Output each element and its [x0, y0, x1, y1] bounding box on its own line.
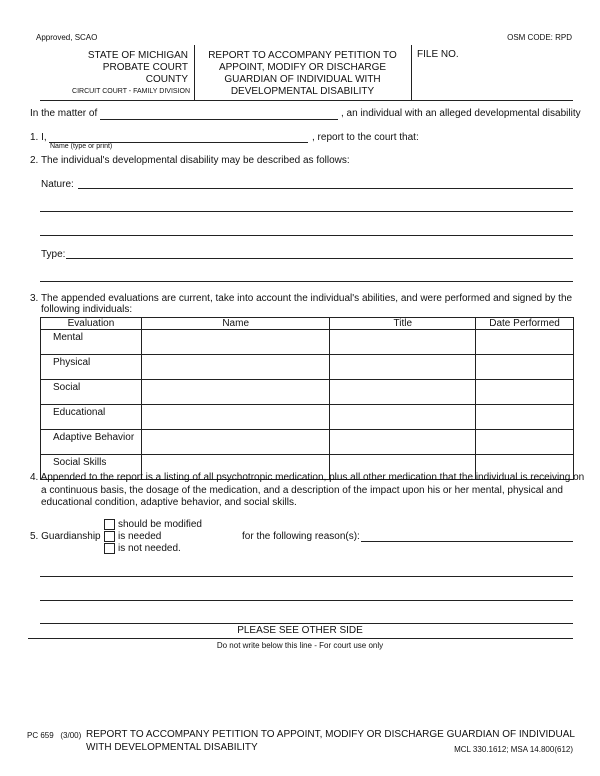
- matter-name-field[interactable]: [100, 119, 338, 120]
- name-caption: Name (type or print): [50, 143, 113, 150]
- checkbox-should-be-modified[interactable]: [104, 519, 115, 530]
- date-cell[interactable]: [476, 380, 574, 405]
- eval-label: Mental: [41, 330, 142, 355]
- date-cell[interactable]: [476, 355, 574, 380]
- see-other-side: PLEASE SEE OTHER SIDE: [237, 625, 363, 636]
- title-cell[interactable]: [330, 330, 476, 355]
- table-row: [41, 355, 574, 380]
- table-row: [41, 430, 574, 455]
- name-cell[interactable]: [141, 430, 330, 455]
- file-no-label: FILE NO.: [417, 49, 459, 60]
- court-use-note: Do not write below this line - For court use only: [216, 641, 384, 650]
- title-cell[interactable]: [330, 380, 476, 405]
- checkbox-is-not-needed[interactable]: [104, 543, 115, 554]
- footer-title: REPORT TO ACCOMPANY PETITION TO APPOINT, MODIFY OR DISCHARGE GUARDIAN OF INDIVIDUAL WITH DEVELOPMENTAL DISABILITY: [86, 729, 575, 753]
- name-cell[interactable]: [141, 330, 330, 355]
- date-cell[interactable]: [476, 330, 574, 355]
- matter-label: In the matter of: [30, 108, 98, 119]
- probate-text: PROBATE COURT: [102, 62, 188, 73]
- item2-text: 2. The individual's developmental disability may be described as follows:: [30, 155, 350, 166]
- eval-label: Adaptive Behavior: [41, 430, 142, 455]
- date-cell[interactable]: [476, 405, 574, 430]
- item3-text: 3. The appended evaluations are current, take into account the individual's abilities, and were performed and signed by the following individuals:: [30, 293, 573, 315]
- item1-number: 1. I,: [30, 132, 47, 143]
- item4-text: 4. Appended to the report is a listing of all psychotropic medication, plus all other medication that the individual is receiving on a continuous basis, the dosage of the medication, and a description of the impact upon his or her mental, physical and educational condition, adaptive behavior, and social skills.: [30, 472, 585, 508]
- form-number: PC 659 (3/00): [27, 731, 82, 740]
- court-block: [40, 50, 188, 86]
- col-header-evaluation: Evaluation: [41, 318, 142, 330]
- name-cell[interactable]: [141, 380, 330, 405]
- eval-label: Physical: [41, 355, 142, 380]
- table-row: [41, 380, 574, 405]
- matter-suffix: , an individual with an alleged developmental disability: [341, 108, 581, 119]
- type-field[interactable]: [66, 258, 573, 259]
- reasons-field-line-4[interactable]: [40, 623, 573, 624]
- reasons-field-line-2[interactable]: [40, 576, 573, 577]
- county-text: COUNTY: [145, 74, 188, 85]
- col-header-date: Date Performed: [476, 318, 574, 330]
- approved-text: Approved, SCAO: [36, 33, 98, 42]
- col-header-name: Name: [141, 318, 330, 330]
- file-no-field[interactable]: [416, 60, 570, 96]
- nature-field[interactable]: [78, 188, 573, 189]
- divider-line: [28, 638, 573, 639]
- title-cell[interactable]: [330, 405, 476, 430]
- option-modified[interactable]: should be modified: [104, 519, 202, 530]
- eval-label: Social Skills: [41, 455, 142, 480]
- date-cell[interactable]: [476, 430, 574, 455]
- table-row: [41, 330, 574, 355]
- reasons-field-line-3[interactable]: [40, 600, 573, 601]
- name-cell[interactable]: [141, 355, 330, 380]
- osm-code: OSM CODE: RPD: [507, 33, 572, 42]
- option-needed[interactable]: is needed: [104, 531, 161, 542]
- type-label: Type:: [41, 249, 66, 260]
- table-row: [41, 405, 574, 430]
- eval-label: Educational: [41, 405, 142, 430]
- mcl-citation: MCL 330.1612; MSA 14.800(612): [454, 745, 573, 754]
- col-header-title: Title: [330, 318, 476, 330]
- nature-label: Nature:: [41, 179, 74, 190]
- guardianship-label: 5. Guardianship: [30, 531, 101, 542]
- title-cell[interactable]: [330, 355, 476, 380]
- name-cell[interactable]: [141, 405, 330, 430]
- type-field-line-2[interactable]: [40, 281, 573, 282]
- state-text: STATE OF MICHIGAN: [87, 50, 188, 61]
- reasons-label: for the following reason(s):: [242, 531, 360, 542]
- evaluations-table: [40, 317, 574, 480]
- reasons-field[interactable]: [361, 541, 573, 542]
- table-header-row: [41, 318, 574, 330]
- nature-field-line-3[interactable]: [40, 235, 573, 236]
- eval-label: Social: [41, 380, 142, 405]
- nature-field-line-2[interactable]: [40, 211, 573, 212]
- form-title: REPORT TO ACCOMPANY PETITION TO APPOINT, MODIFY OR DISCHARGE GUARDIAN OF INDIVIDUAL WITH DEVELOPMENTAL DISABILITY: [208, 50, 397, 97]
- item1-suffix: , report to the court that:: [312, 132, 419, 143]
- checkbox-is-needed[interactable]: [104, 531, 115, 542]
- option-not-needed[interactable]: is not needed.: [104, 543, 181, 554]
- circuit-text: CIRCUIT COURT - FAMILY DIVISION: [72, 88, 190, 95]
- title-cell[interactable]: [330, 430, 476, 455]
